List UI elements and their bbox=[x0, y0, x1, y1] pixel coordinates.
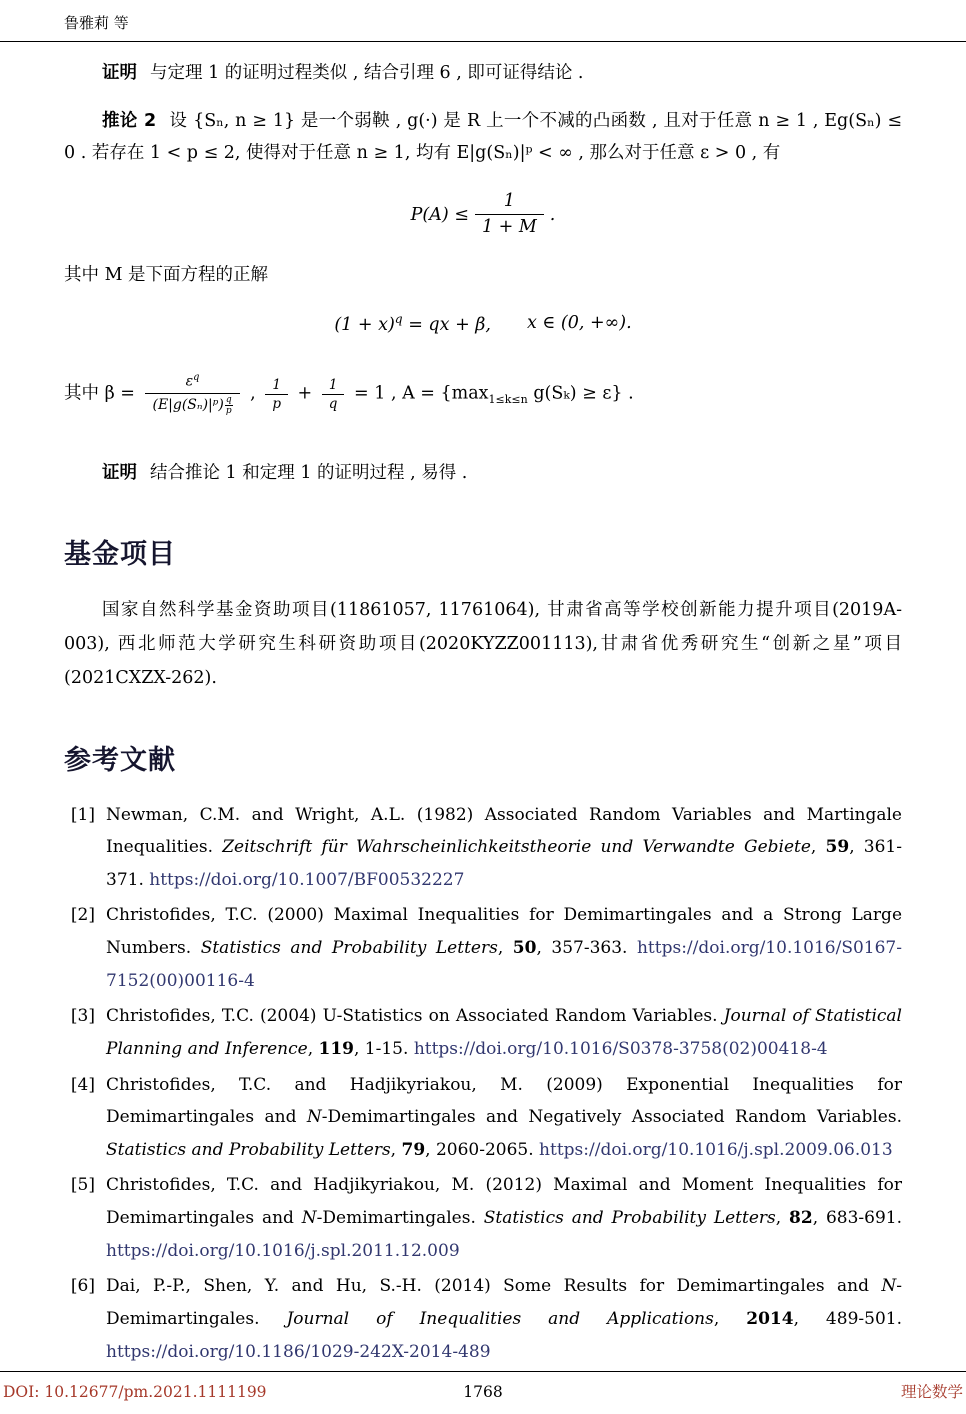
proof-text: 结合推论 1 和定理 1 的证明过程 , 易得 . bbox=[150, 463, 468, 484]
footer-row bbox=[0, 1372, 966, 1414]
footer-doi-link[interactable]: DOI: 10.12677/pm.2021.1111199 bbox=[3, 1383, 267, 1401]
doi-link[interactable]: https://doi.org/10.1186/1029-242X-2014-489 bbox=[106, 1341, 491, 1362]
journal-name: 理论数学 bbox=[901, 1383, 964, 1401]
beta-definition-line bbox=[64, 372, 902, 416]
formula-eq-condition: x ∈ (0, +∞). bbox=[526, 313, 632, 334]
reference-segment: Christofides, T.C. and Hadjikyriakou, M. (2009) Exponential Inequalities for Demimartingales and bbox=[106, 1074, 902, 1128]
journal-title: Zeitschrift für Wahrscheinlichkeitstheorie und Verwandte Gebiete bbox=[222, 837, 811, 858]
formula-eq-rhs: = qx + β, bbox=[408, 314, 491, 335]
reference-segment: 119 bbox=[318, 1038, 354, 1059]
reference-number: [3] bbox=[70, 1006, 95, 1027]
journal-title: Statistics and Probability Letters bbox=[200, 938, 498, 959]
page-footer bbox=[0, 1371, 966, 1414]
where-m-text: 其中 M 是下面方程的正解 bbox=[64, 264, 269, 285]
proof-paragraph-2 bbox=[64, 458, 902, 490]
journal-title: N bbox=[306, 1107, 322, 1128]
beta-rest: = 1 , A = {max bbox=[354, 383, 489, 404]
max-subscript: 1≤k≤n bbox=[488, 393, 528, 407]
running-head-author: 鲁雅莉 等 bbox=[64, 14, 129, 32]
display-formula-pa bbox=[64, 190, 902, 240]
doi-link[interactable]: https://doi.org/10.1016/S0167-7152(00)00116-4 bbox=[106, 938, 902, 991]
reference-item bbox=[64, 799, 902, 897]
corollary-label: 推论 2 bbox=[102, 110, 157, 131]
reference-segment: , 2060-2065. bbox=[425, 1139, 540, 1160]
reference-segment: , bbox=[497, 938, 513, 959]
reference-segment: 79 bbox=[401, 1139, 426, 1160]
beta-prefix: 其中 β = bbox=[64, 383, 135, 404]
reference-item bbox=[64, 1169, 902, 1267]
beta-main-fraction bbox=[145, 372, 239, 416]
fraction-numerator: $\varepsilon^q$ bbox=[185, 372, 200, 391]
reference-segment: 82 bbox=[789, 1208, 813, 1229]
exponent-fraction: $\frac{q}{p}$ bbox=[225, 394, 232, 416]
doi-link[interactable]: https://doi.org/10.1016/j.spl.2011.12.009 bbox=[106, 1240, 460, 1261]
beta-separator: , bbox=[250, 383, 256, 404]
formula-eq-base: (1 + x) bbox=[334, 314, 395, 335]
beta-rest-tail: g(Sₖ) ≥ ε} . bbox=[533, 383, 634, 404]
reference-segment: -Demimartingales. bbox=[106, 1276, 902, 1329]
corollary-2-paragraph bbox=[64, 106, 902, 170]
corollary-text: 设 {Sₙ, n ≥ 1} 是一个弱鞅 , g(·) 是 R 上一个不减的凸函数 , 且对于任意 n ≥ 1 , Eg(Sₙ) ≤ 0 . 若存在 1 < p ≤ 2, 使得对于任意 n ≥ 1, 均有 E|g(Sₙ)|ᵖ < ∞ , 那么对于任意 ε > 0 , 有 bbox=[64, 110, 902, 163]
reference-segment: Dai, P.-P., Shen, Y. and Hu, S.-H. (2014) Some Results for Demimartingales and bbox=[106, 1276, 882, 1297]
reference-number: [5] bbox=[70, 1175, 95, 1196]
reference-segment: , bbox=[713, 1308, 747, 1329]
reference-segment: 50 bbox=[512, 938, 537, 959]
doi-link[interactable]: https://doi.org/10.1007/BF00532227 bbox=[149, 869, 465, 890]
reference-segment: Christofides, T.C. and Hadjikyriakou, M. (2012) Maximal and Moment Inequalities for Demimartingales and bbox=[106, 1175, 902, 1229]
reference-text bbox=[106, 1270, 902, 1368]
journal-title: Journal of Statistical Planning and Inference bbox=[106, 1006, 902, 1059]
reference-segment: -Demimartingales and Negatively Associated Random Variables. bbox=[321, 1107, 902, 1128]
fraction-denominator: 1 + M bbox=[475, 214, 544, 240]
header-rule bbox=[0, 41, 966, 42]
reference-number: [1] bbox=[70, 804, 95, 825]
reference-text bbox=[106, 899, 902, 997]
reference-text bbox=[106, 799, 902, 897]
formula-pa-fraction bbox=[475, 190, 544, 240]
proof-label: 证明 bbox=[102, 463, 137, 484]
reference-segment: , 357-363. bbox=[536, 938, 637, 959]
funding-heading: 基金项目 bbox=[64, 539, 176, 571]
journal-title: Statistics and Probability Letters bbox=[106, 1139, 391, 1160]
formula-pa-tail: . bbox=[549, 204, 556, 225]
references-heading: 参考文献 bbox=[64, 744, 176, 776]
proof-text: 与定理 1 的证明过程类似 , 结合引理 6 , 即可证得结论 . bbox=[150, 63, 584, 83]
reference-item bbox=[64, 1069, 902, 1167]
one-over-p-fraction: $\frac{1}{p}$ bbox=[265, 377, 288, 412]
formula-eq-exponent: q bbox=[394, 311, 403, 326]
reference-item bbox=[64, 1000, 902, 1065]
reference-segment: , 361-371. bbox=[106, 837, 902, 890]
reference-segment: -Demimartingales. bbox=[316, 1208, 484, 1229]
reference-segment: , bbox=[390, 1139, 402, 1160]
reference-segment: 2014 bbox=[746, 1308, 794, 1329]
reference-item bbox=[64, 1270, 902, 1368]
proof-paragraph-1 bbox=[64, 58, 902, 90]
formula-eq-lhs bbox=[334, 312, 491, 335]
reference-text bbox=[106, 1069, 902, 1167]
journal-title: Journal of Inequalities and Applications bbox=[286, 1308, 714, 1329]
reference-segment: Christofides, T.C. (2000) Maximal Inequalities for Demimartingales and a Strong Large Numbers. bbox=[106, 905, 902, 959]
reference-number: [2] bbox=[70, 905, 95, 926]
page-content bbox=[0, 58, 966, 1368]
reference-segment: , bbox=[810, 837, 826, 858]
funding-text: 国家自然科学基金资助项目(11861057, 11761064), 甘肃省高等学校创新能力提升项目(2019A-003), 西北师范大学研究生科研资助项目(2020KYZZ001113),甘肃省优秀研究生“创新之星”项目(2021CXZX-262). bbox=[64, 600, 902, 689]
reference-item bbox=[64, 899, 902, 997]
reference-segment: , 1-15. bbox=[354, 1038, 414, 1059]
fraction-numerator: 1 bbox=[503, 190, 515, 211]
reference-segment: Christofides, T.C. (2004) U-Statistics on Associated Random Variables. bbox=[106, 1006, 724, 1027]
doi-link[interactable]: https://doi.org/10.1016/S0378-3758(02)00418-4 bbox=[413, 1038, 828, 1059]
journal-title: N bbox=[881, 1276, 897, 1297]
doi-link[interactable]: https://doi.org/10.1016/j.spl.2009.06.013 bbox=[539, 1139, 893, 1160]
formula-pa-lhs: P(A) ≤ bbox=[410, 204, 469, 225]
running-head bbox=[0, 0, 966, 41]
page-number: 1768 bbox=[463, 1383, 503, 1401]
one-over-q-fraction: $\frac{1}{q}$ bbox=[322, 377, 345, 412]
reference-segment: Newman, C.M. and Wright, A.L. (1982) Associated Random Variables and Martingale Inequalities. bbox=[106, 804, 902, 858]
reference-list bbox=[64, 799, 902, 1369]
reference-number: [4] bbox=[70, 1074, 95, 1095]
reference-text bbox=[106, 1169, 902, 1267]
reference-number: [6] bbox=[70, 1276, 95, 1297]
journal-title: N bbox=[301, 1208, 317, 1229]
plus-sign: + bbox=[297, 383, 313, 404]
reference-segment: 59 bbox=[825, 837, 850, 858]
reference-text bbox=[106, 1000, 902, 1065]
reference-segment: , 683-691. bbox=[812, 1208, 902, 1229]
fraction-denominator: (E|g(Sₙ)|ᵖ) $\frac{q}{p}$ bbox=[145, 393, 239, 417]
proof-label: 证明 bbox=[102, 63, 137, 83]
reference-segment: , bbox=[307, 1038, 319, 1059]
journal-title: Statistics and Probability Letters bbox=[483, 1208, 776, 1229]
reference-segment: , 489-501. bbox=[793, 1308, 902, 1329]
reference-segment: , bbox=[775, 1208, 790, 1229]
display-formula-eq bbox=[64, 312, 902, 335]
